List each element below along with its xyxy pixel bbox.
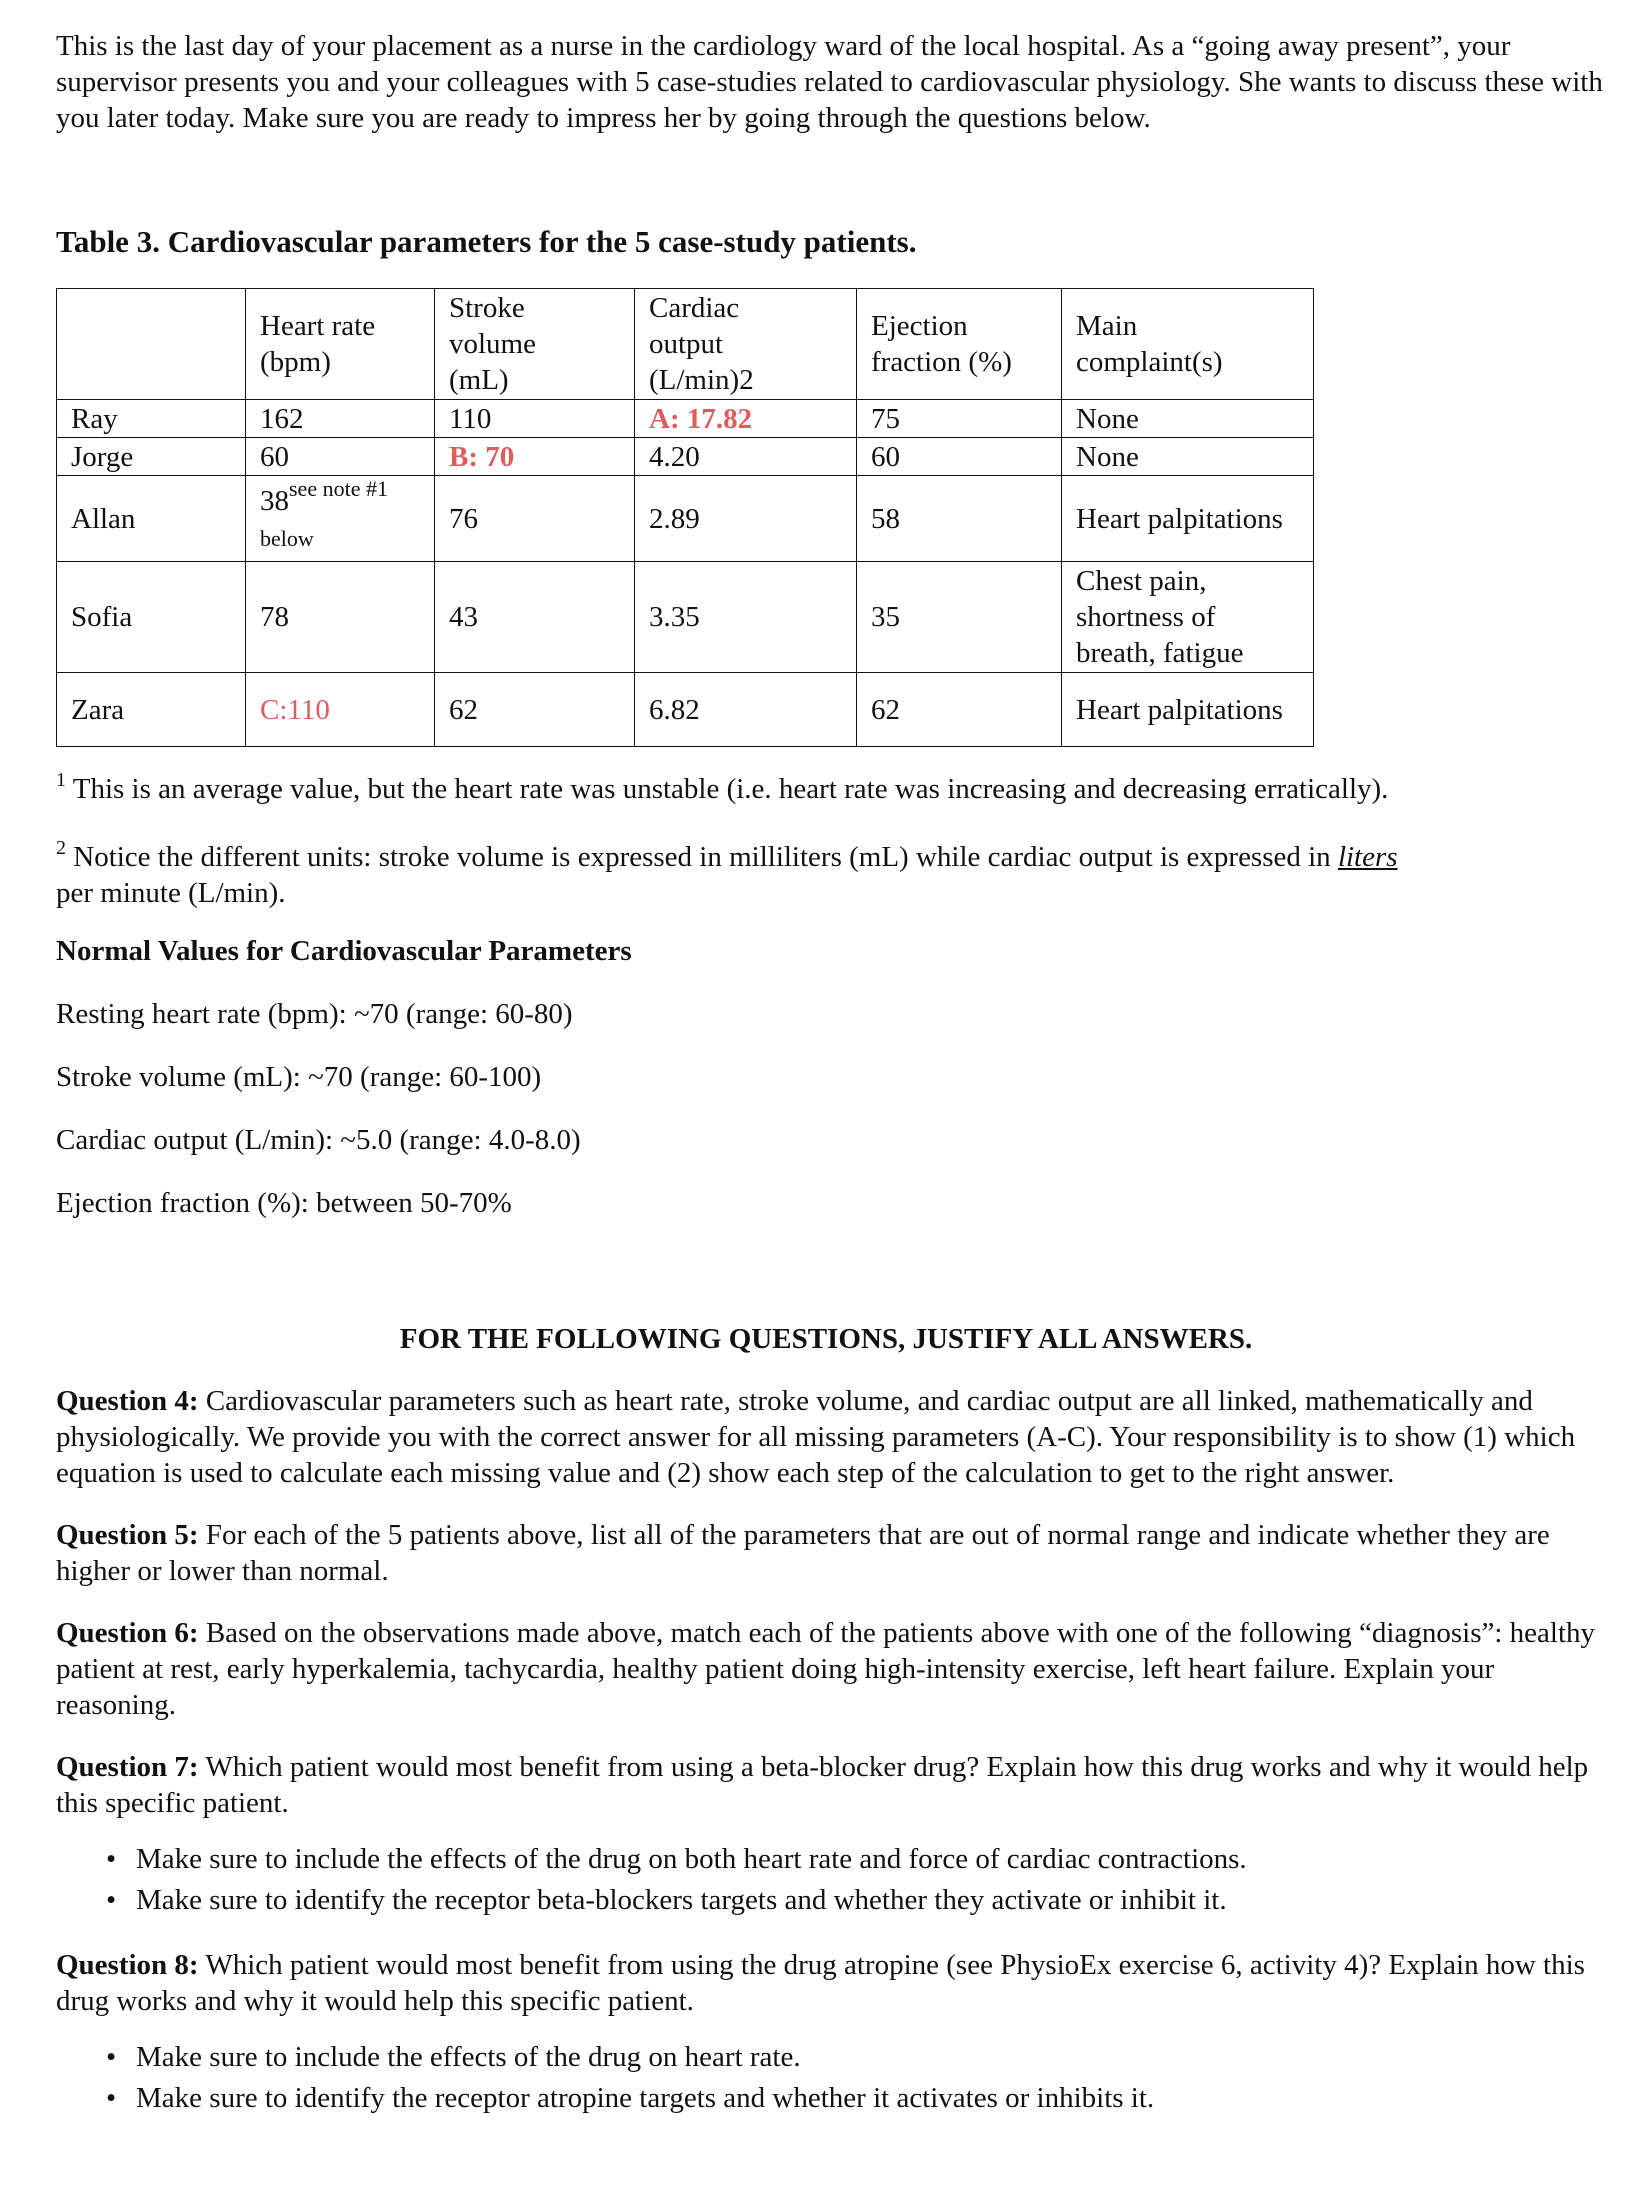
header-mc-line1: Main [1076, 310, 1138, 342]
list-item: • Make sure to include the effects of the drug on heart rate. [136, 2037, 1616, 2078]
cell-stroke-volume-missing-b: B: 70 [435, 438, 635, 476]
question-6 [56, 1615, 1616, 1723]
list-item: • Make sure to identify the receptor atropine targets and whether it activates or inhibits it. [136, 2078, 1616, 2119]
normals-title: Normal Values for Cardiovascular Parameters [56, 935, 632, 967]
intro-paragraph: This is the last day of your placement as a nurse in the cardiology ward of the local hospital. As a “going away present”, your supervisor presents you and your colleagues with 5 case-studies related to cardiovascular physiology. She wants to discuss these with you later today. Make sure you are ready to impress her by going through the questions below. [56, 30, 1603, 134]
cell-cardiac-output-missing-a: A: 17.82 [635, 400, 857, 438]
patient-name: Jorge [57, 438, 246, 476]
footnote-2-text: Notice the different units: stroke volume is expressed in milliliters (mL) while cardiac output is expressed in [73, 841, 1338, 873]
list-item: • Make sure to include the effects of the drug on both heart rate and force of cardiac contractions. [136, 1839, 1616, 1880]
cell-cardiac-output: 2.89 [635, 476, 857, 562]
header-co-line1: Cardiac [649, 292, 740, 324]
cell-ejection-fraction: 60 [857, 438, 1062, 476]
question-text: Which patient would most benefit from using a beta-blocker drug? Explain how this drug works and why it would help this specific patient. [56, 1751, 1589, 1819]
header-ef-line2: fraction (%) [871, 346, 1012, 378]
question-text: Which patient would most benefit from using the drug atropine (see PhysioEx exercise 6, activity 4)? Explain how this drug works and why it would help this specific patient. [56, 1949, 1585, 2017]
table-row [57, 673, 1314, 747]
footnote-1-text: This is an average value, but the heart rate was unstable (i.e. heart rate was increasing and decreasing erratically). [72, 773, 1389, 805]
footnote-1 [56, 771, 1616, 807]
header-main-complaint [1062, 289, 1314, 400]
cell-stroke-volume: 43 [435, 562, 635, 673]
cell-heart-rate: 60 [246, 438, 435, 476]
normal-ejection-fraction: Ejection fraction (%): between 50-70% [56, 1187, 512, 1219]
cell-complaint: None [1062, 438, 1314, 476]
cell-ejection-fraction: 58 [857, 476, 1062, 562]
cell-cardiac-output: 3.35 [635, 562, 857, 673]
parameters-table [56, 288, 1314, 747]
footnote-2-mark: 2 [56, 837, 66, 859]
header-ef-line1: Ejection [871, 310, 968, 342]
question-label: Question 6: [56, 1617, 199, 1649]
footnote-2-text-cont: per minute (L/min). [56, 877, 286, 909]
cell-cardiac-output: 6.82 [635, 673, 857, 747]
cell-heart-rate-missing-c: C:110 [246, 673, 435, 747]
question-text: Cardiovascular parameters such as heart rate, stroke volume, and cardiac output are all linked, mathematically and physiologically. We provide you with the correct answer for all missing parameters (A-C). Your responsibility is to show (1) which equation is used to calculate each missing value and (2) show each step of the calculation to get to the right answer. [56, 1385, 1576, 1489]
footnote-reference-cont: below [260, 525, 314, 551]
question-text: For each of the 5 patients above, list all of the parameters that are out of normal range and indicate whether they are higher or lower than normal. [56, 1519, 1550, 1587]
cell-stroke-volume: 110 [435, 400, 635, 438]
cell-stroke-volume: 62 [435, 673, 635, 747]
cell-ejection-fraction: 62 [857, 673, 1062, 747]
header-hr-line2: (bpm) [260, 346, 331, 378]
cell-heart-rate: 162 [246, 400, 435, 438]
patient-name: Zara [57, 673, 246, 747]
header-sv-line3: (mL) [449, 364, 509, 396]
footnote-1-mark: 1 [56, 769, 66, 791]
table-row [57, 438, 1314, 476]
document-page [56, 24, 1616, 2119]
cell-ejection-fraction: 75 [857, 400, 1062, 438]
question-4 [56, 1383, 1616, 1491]
normal-stroke-volume: Stroke volume (mL): ~70 (range: 60-100) [56, 1061, 542, 1093]
cell-heart-rate [246, 476, 435, 562]
question-label: Question 7: [56, 1751, 199, 1783]
table-row [57, 476, 1314, 562]
table-row [57, 562, 1314, 673]
cell-complaint: Chest pain, shortness of breath, fatigue [1062, 562, 1314, 673]
header-co-line3: (L/min)2 [649, 364, 754, 396]
header-stroke-volume [435, 289, 635, 400]
header-hr-line1: Heart rate [260, 310, 376, 342]
footnote-2-emphasis: liters [1337, 841, 1398, 873]
question-5 [56, 1517, 1616, 1589]
patient-name: Allan [57, 476, 246, 562]
cell-complaint: Heart palpitations [1062, 476, 1314, 562]
instructions-heading: FOR THE FOLLOWING QUESTIONS, JUSTIFY ALL ANSWERS. [399, 1323, 1253, 1355]
question-label: Question 5: [56, 1519, 199, 1551]
normal-cardiac-output: Cardiac output (L/min): ~5.0 (range: 4.0-8.0) [56, 1124, 581, 1156]
cell-complaint: Heart palpitations [1062, 673, 1314, 747]
cell-stroke-volume: 76 [435, 476, 635, 562]
question-7 [56, 1749, 1616, 1821]
header-empty [57, 289, 246, 400]
question-text: Based on the observations made above, match each of the patients above with one of the following “diagnosis”: healthy patient at rest, early hyperkalemia, tachycardia, healthy patient doing high-intensity exercise, left heart failure. Explain your reasoning. [56, 1617, 1596, 1721]
question-7-bullets [56, 1839, 1616, 1921]
patient-name: Sofia [57, 562, 246, 673]
cell-ejection-fraction: 35 [857, 562, 1062, 673]
header-mc-line2: complaint(s) [1076, 346, 1223, 378]
question-8-bullets [56, 2037, 1616, 2119]
table-row [57, 400, 1314, 438]
question-label: Question 4: [56, 1385, 199, 1417]
header-heart-rate [246, 289, 435, 400]
table-header-row [57, 289, 1314, 400]
cell-cardiac-output: 4.20 [635, 438, 857, 476]
table-title: Table 3. Cardiovascular parameters for the 5 case-study patients. [56, 224, 917, 259]
patient-name: Ray [57, 400, 246, 438]
list-item: • Make sure to identify the receptor beta-blockers targets and whether they activate or inhibit it. [136, 1880, 1616, 1921]
question-8 [56, 1947, 1616, 2019]
normal-heart-rate: Resting heart rate (bpm): ~70 (range: 60-80) [56, 998, 573, 1030]
header-ejection-fraction [857, 289, 1062, 400]
footnote-reference: see note #1 [289, 475, 388, 501]
question-label: Question 8: [56, 1949, 199, 1981]
header-sv-line2: volume [449, 328, 536, 360]
heart-rate-value: 38 [260, 484, 289, 517]
cell-heart-rate: 78 [246, 562, 435, 673]
header-sv-line1: Stroke [449, 292, 525, 324]
cell-complaint: None [1062, 400, 1314, 438]
footnote-2 [56, 839, 1616, 911]
header-cardiac-output [635, 289, 857, 400]
header-co-line2: output [649, 328, 724, 360]
